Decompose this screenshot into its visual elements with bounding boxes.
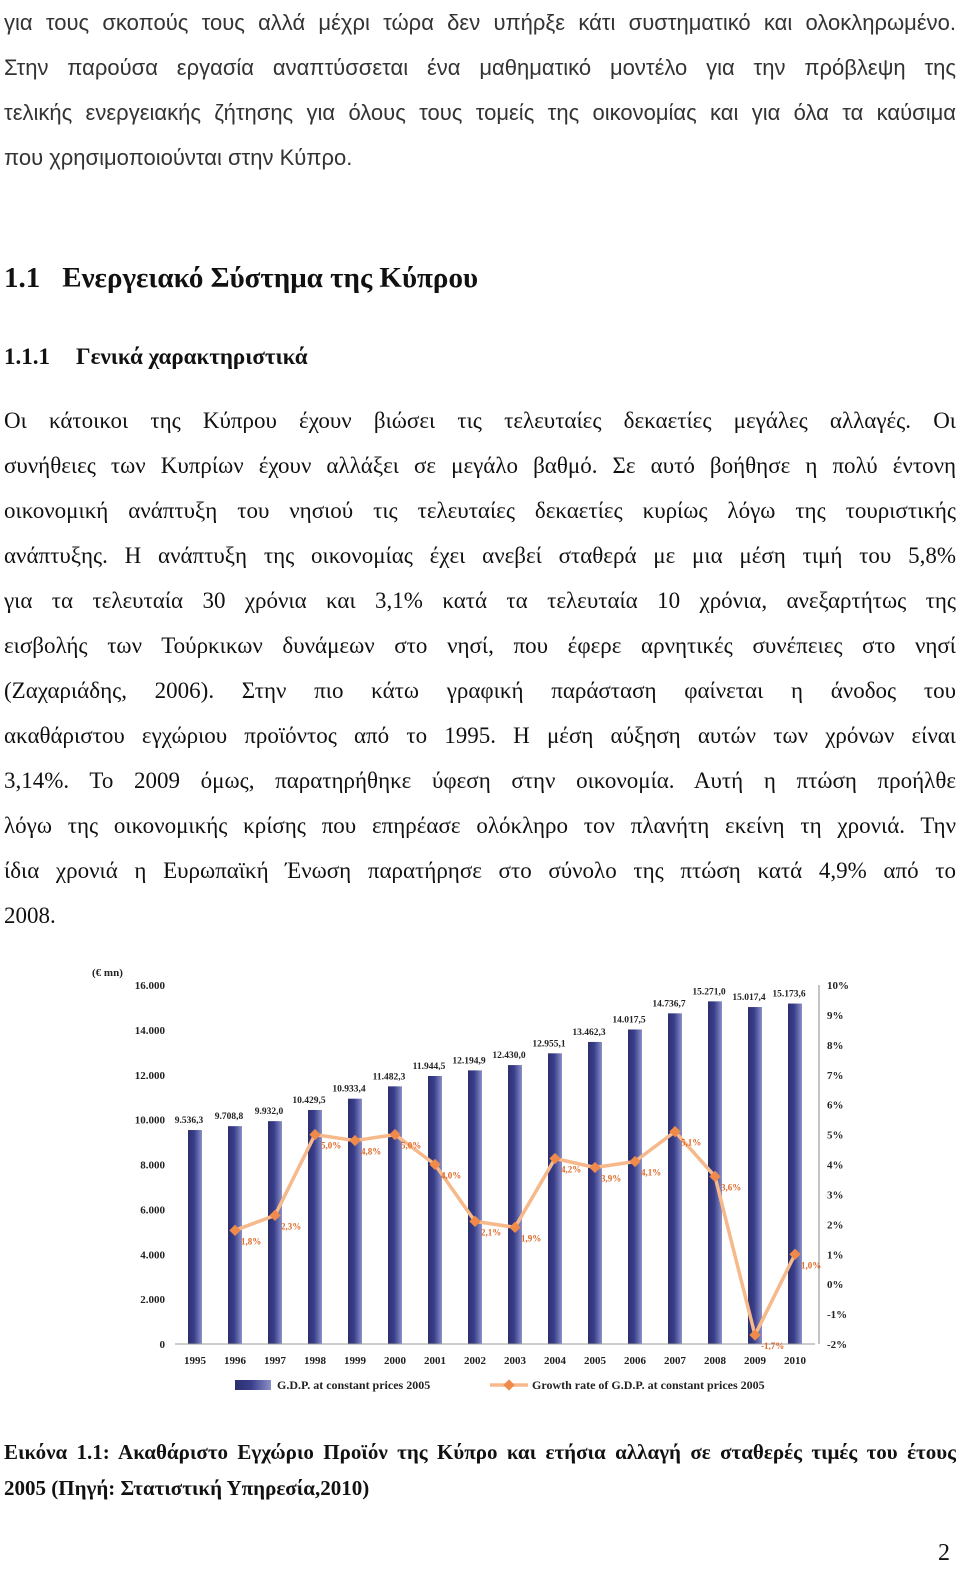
y-right-tick-label: 0% <box>827 1279 844 1292</box>
gdp-bar <box>588 1042 602 1344</box>
growth-value-label: 4,1% <box>641 1167 662 1178</box>
y-left-tick-label: 6.000 <box>140 1204 165 1217</box>
legend-swatch-growth-marker <box>503 1379 514 1390</box>
section-heading <box>4 262 478 295</box>
legend-swatch-gdp <box>235 1380 271 1390</box>
x-tick-label: 1997 <box>264 1355 286 1367</box>
x-tick-label: 1999 <box>344 1355 366 1367</box>
y-right-tick-label: 2% <box>827 1219 844 1232</box>
bar-value-label: 15.173,6 <box>772 989 806 1000</box>
paragraph-line: ίδια χρονιά η Ευρωπαϊκή Ένωση παρατήρησε στο σύνολο της πτώση κατά 4,9% από το <box>4 858 956 883</box>
y-left-tick-label: 0 <box>159 1339 165 1351</box>
growth-value-label: 3,6% <box>721 1182 742 1193</box>
x-tick-label: 1995 <box>184 1355 206 1367</box>
intro-line: που χρησιμοποιούνται στην Κύπρο. <box>4 145 353 170</box>
paragraph-line: (Ζαχαριάδης, 2006). Στην πιο κάτω γραφική παράσταση φαίνεται η άνοδος του <box>4 678 956 703</box>
bar-value-label: 13.462,3 <box>572 1027 606 1038</box>
y-left-tick-label: 16.000 <box>134 980 165 992</box>
bar-value-label: 12.430,0 <box>492 1051 526 1062</box>
bar-value-label: 15.271,0 <box>692 987 726 998</box>
gdp-chart <box>80 958 860 1406</box>
paragraph-line: συνήθειες των Κυπρίων έχουν αλλάξει σε μεγάλο βαθμό. Σε αυτό βοήθησε η πολύ έντονη <box>4 453 956 478</box>
gdp-bar <box>188 1130 202 1344</box>
subsection-heading <box>4 344 308 370</box>
y-right-tick-label: 6% <box>827 1099 844 1112</box>
x-tick-label: 2008 <box>704 1355 726 1367</box>
body-paragraph <box>4 398 956 938</box>
bar-value-label: 14.736,7 <box>652 999 686 1010</box>
bar-value-label: 14.017,5 <box>612 1015 646 1026</box>
growth-value-label: 5,0% <box>401 1140 422 1151</box>
gdp-bar <box>428 1076 442 1344</box>
page-number: 2 <box>938 1540 950 1566</box>
x-tick-label: 2000 <box>384 1355 406 1367</box>
growth-value-label: 1,0% <box>801 1260 822 1271</box>
bar-value-label: 15.017,4 <box>732 993 766 1004</box>
intro-paragraph <box>4 0 956 180</box>
growth-value-label: 4,2% <box>561 1164 582 1175</box>
x-tick-label: 2003 <box>504 1355 526 1367</box>
intro-line: Στην παρούσα εργασία αναπτύσσεται ένα μαθηματικό μοντέλο για την πρόβλεψη της <box>4 55 956 80</box>
growth-value-label: -1,7% <box>761 1341 785 1352</box>
y-right-tick-label: 4% <box>827 1159 844 1172</box>
bar-value-label: 12.955,1 <box>532 1039 566 1050</box>
y-left-tick-label: 14.000 <box>134 1024 165 1037</box>
y-right-tick-label: 3% <box>827 1189 844 1202</box>
y-axis-unit-label: (€ mn) <box>92 967 123 979</box>
x-tick-label: 2007 <box>664 1355 686 1367</box>
figure-caption <box>4 1434 956 1506</box>
growth-value-label: 3,9% <box>601 1173 622 1184</box>
gdp-bar <box>668 1013 682 1344</box>
x-tick-label: 1998 <box>304 1355 326 1367</box>
paragraph-line: 2008. <box>4 903 56 928</box>
y-right-tick-label: 7% <box>827 1069 844 1082</box>
growth-value-label: 4,8% <box>361 1146 382 1157</box>
growth-value-label: 1,8% <box>241 1236 262 1247</box>
y-left-tick-label: 12.000 <box>134 1069 165 1082</box>
bar-value-label: 10.933,4 <box>332 1084 366 1095</box>
gdp-bar <box>268 1121 282 1344</box>
growth-value-label: 4,0% <box>441 1170 462 1181</box>
bar-value-label: 12.194,9 <box>452 1056 486 1067</box>
growth-value-label: 1,9% <box>521 1233 542 1244</box>
x-tick-label: 2010 <box>784 1355 806 1367</box>
y-right-tick-label: 1% <box>827 1249 844 1262</box>
y-right-tick-label: 10% <box>827 980 849 992</box>
subsection-title: Γενικά χαρακτηριστικά <box>76 344 308 369</box>
gdp-bar <box>508 1065 522 1344</box>
growth-value-label: 2,3% <box>281 1221 302 1232</box>
gdp-bar <box>548 1053 562 1344</box>
intro-line: για τους σκοπούς τους αλλά μέχρι τώρα δεν υπήρξε κάτι συστηματικό και ολοκληρωμένο. <box>4 10 956 35</box>
paragraph-line: 3,14%. Το 2009 όμως, παρατηρήθηκε ύφεση στην οικονομία. Αυτή η πτώση προήλθε <box>4 768 956 793</box>
intro-line: τελικής ενεργειακής ζήτησης για όλους τους τομείς της οικονομίας και για όλα τα καύσιμα <box>4 100 956 125</box>
paragraph-line: Οι κάτοικοι της Κύπρου έχουν βιώσει τις τελευταίες δεκαετίες μεγάλες αλλαγές. Οι <box>4 408 956 433</box>
x-tick-label: 1996 <box>224 1355 246 1367</box>
gdp-bar <box>468 1070 482 1344</box>
y-right-tick-label: 9% <box>827 1009 844 1022</box>
bar-value-label: 9.932,0 <box>254 1107 284 1118</box>
x-tick-label: 2002 <box>464 1355 486 1367</box>
x-tick-label: 2001 <box>424 1355 446 1367</box>
y-right-tick-label: 5% <box>827 1129 844 1142</box>
caption-line: Εικόνα 1.1: Ακαθάριστο Εγχώριο Προϊόν της Κύπρο και ετήσια αλλαγή σε σταθερές τιμές του έτους <box>4 1440 956 1464</box>
x-tick-label: 2006 <box>624 1355 646 1367</box>
growth-value-label: 5,1% <box>681 1137 702 1148</box>
subsection-number: 1.1.1 <box>4 344 50 369</box>
bar-value-label: 11.482,3 <box>372 1072 406 1083</box>
y-right-tick-label: -1% <box>827 1309 848 1322</box>
growth-value-label: 2,1% <box>481 1227 502 1238</box>
gdp-bar <box>788 1004 802 1344</box>
y-right-tick-label: -2% <box>827 1339 848 1351</box>
paragraph-line: ανάπτυξης. Η ανάπτυξη της οικονομίας έχει ανεβεί σταθερά με μια μέση τιμή του 5,8% <box>4 543 956 568</box>
y-left-tick-label: 10.000 <box>134 1114 165 1127</box>
y-left-tick-label: 8.000 <box>140 1159 165 1172</box>
y-right-tick-label: 8% <box>827 1039 844 1052</box>
bar-value-label: 10.429,5 <box>292 1095 326 1106</box>
x-tick-label: 2004 <box>544 1355 566 1367</box>
bar-value-label: 11.944,5 <box>412 1061 446 1072</box>
gdp-bar <box>628 1029 642 1344</box>
paragraph-line: εισβολής των Τούρκικων δυνάμεων στο νησί, που έφερε αρνητικές συνέπειες στο νησί <box>4 633 956 658</box>
growth-value-label: 5,0% <box>321 1140 342 1151</box>
y-left-tick-label: 4.000 <box>140 1249 165 1262</box>
x-tick-label: 2005 <box>584 1355 606 1367</box>
paragraph-line: οικονομική ανάπτυξη του νησιού τις τελευταίες δεκαετίες κυρίως λόγω της τουριστικής <box>4 498 956 523</box>
section-number: 1.1 <box>4 262 41 294</box>
legend-label-growth: Growth rate of G.D.P. at constant prices 2005 <box>532 1378 765 1392</box>
legend-label-gdp: G.D.P. at constant prices 2005 <box>277 1378 431 1392</box>
section-title: Ενεργειακό Σύστημα της Κύπρου <box>62 262 478 294</box>
x-tick-label: 2009 <box>744 1355 766 1367</box>
bar-value-label: 9.536,3 <box>174 1116 204 1127</box>
paragraph-line: ακαθάριστου εγχώριου προϊόντος από το 1995. Η μέση αύξηση αυτών των χρόνων είναι <box>4 723 956 748</box>
paragraph-line: για τα τελευταία 30 χρόνια και 3,1% κατά τα τελευταία 10 χρόνια, ανεξαρτήτως της <box>4 588 956 613</box>
gdp-bar <box>748 1007 762 1344</box>
caption-line: 2005 (Πηγή: Στατιστική Υπηρεσία,2010) <box>4 1476 370 1500</box>
paragraph-line: λόγω της οικονομικής κρίσης που επηρέασε ολόκληρο τον πλανήτη εκείνη τη χρονιά. Την <box>4 813 956 838</box>
gdp-bar <box>388 1086 402 1344</box>
y-left-tick-label: 2.000 <box>140 1294 165 1307</box>
bar-value-label: 9.708,8 <box>214 1112 244 1123</box>
